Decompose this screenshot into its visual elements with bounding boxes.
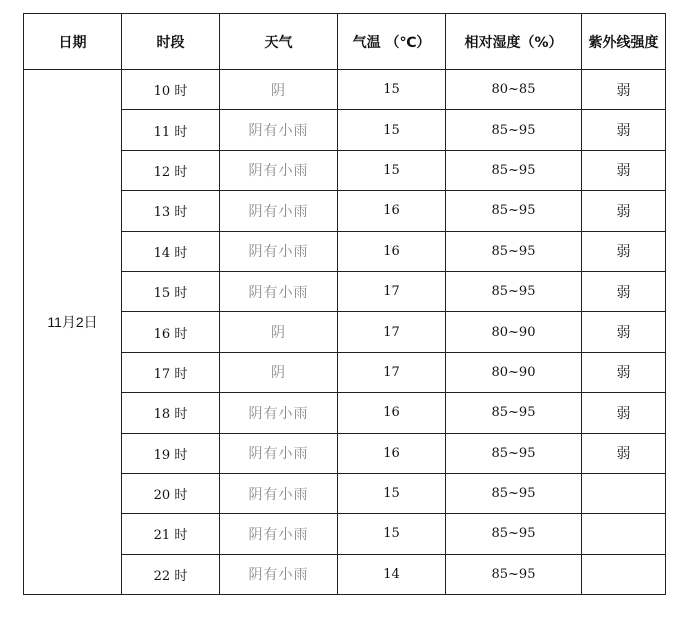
temperature-cell: 17 [338,271,446,311]
temperature-cell: 15 [338,473,446,513]
time-cell: 12 时 [122,150,220,190]
time-cell: 21 时 [122,514,220,554]
temperature-cell: 16 [338,191,446,231]
uv-cell: 弱 [582,352,666,392]
uv-cell [582,554,666,594]
time-cell: 11 时 [122,110,220,150]
uv-cell [582,514,666,554]
temperature-cell: 16 [338,433,446,473]
uv-cell: 弱 [582,191,666,231]
humidity-cell: 80~90 [446,352,582,392]
temperature-cell: 15 [338,70,446,110]
humidity-cell: 80~85 [446,70,582,110]
header-weather: 天气 [220,14,338,70]
weather-cell: 阴有小雨 [220,473,338,513]
uv-cell: 弱 [582,231,666,271]
table-row [24,70,666,110]
temperature-cell: 15 [338,150,446,190]
time-cell: 19 时 [122,433,220,473]
uv-cell: 弱 [582,150,666,190]
time-cell: 13 时 [122,191,220,231]
humidity-cell: 85~95 [446,231,582,271]
uv-cell [582,473,666,513]
humidity-cell: 85~95 [446,110,582,150]
header-uv: 紫外线强度 [582,14,666,70]
humidity-cell: 80~90 [446,312,582,352]
humidity-cell: 85~95 [446,191,582,231]
weather-cell: 阴 [220,312,338,352]
time-cell: 20 时 [122,473,220,513]
header-date: 日期 [24,14,122,70]
time-cell: 14 时 [122,231,220,271]
uv-cell: 弱 [582,393,666,433]
time-cell: 18 时 [122,393,220,433]
temperature-cell: 14 [338,554,446,594]
humidity-cell: 85~95 [446,473,582,513]
time-cell: 15 时 [122,271,220,311]
humidity-cell: 85~95 [446,554,582,594]
weather-forecast-table [23,13,666,595]
header-temperature: 气温 （℃） [338,14,446,70]
weather-cell: 阴有小雨 [220,150,338,190]
humidity-cell: 85~95 [446,271,582,311]
uv-cell: 弱 [582,433,666,473]
table-body [24,70,666,595]
temperature-cell: 17 [338,352,446,392]
time-cell: 10 时 [122,70,220,110]
time-cell: 16 时 [122,312,220,352]
time-cell: 17 时 [122,352,220,392]
weather-cell: 阴有小雨 [220,231,338,271]
weather-cell: 阴有小雨 [220,271,338,311]
weather-cell: 阴有小雨 [220,110,338,150]
header-humidity: 相对湿度（%） [446,14,582,70]
temperature-cell: 15 [338,110,446,150]
temperature-cell: 16 [338,393,446,433]
weather-cell: 阴有小雨 [220,554,338,594]
temperature-cell: 17 [338,312,446,352]
uv-cell: 弱 [582,110,666,150]
humidity-cell: 85~95 [446,433,582,473]
temperature-cell: 15 [338,514,446,554]
temperature-cell: 16 [338,231,446,271]
uv-cell: 弱 [582,271,666,311]
header-row [24,14,666,70]
time-cell: 22 时 [122,554,220,594]
weather-cell: 阴 [220,352,338,392]
weather-cell: 阴有小雨 [220,433,338,473]
uv-cell: 弱 [582,312,666,352]
date-cell: 11月2日 [24,70,122,595]
weather-cell: 阴有小雨 [220,393,338,433]
weather-cell: 阴 [220,70,338,110]
weather-cell: 阴有小雨 [220,191,338,231]
humidity-cell: 85~95 [446,393,582,433]
header-time: 时段 [122,14,220,70]
uv-cell: 弱 [582,70,666,110]
humidity-cell: 85~95 [446,514,582,554]
humidity-cell: 85~95 [446,150,582,190]
weather-cell: 阴有小雨 [220,514,338,554]
